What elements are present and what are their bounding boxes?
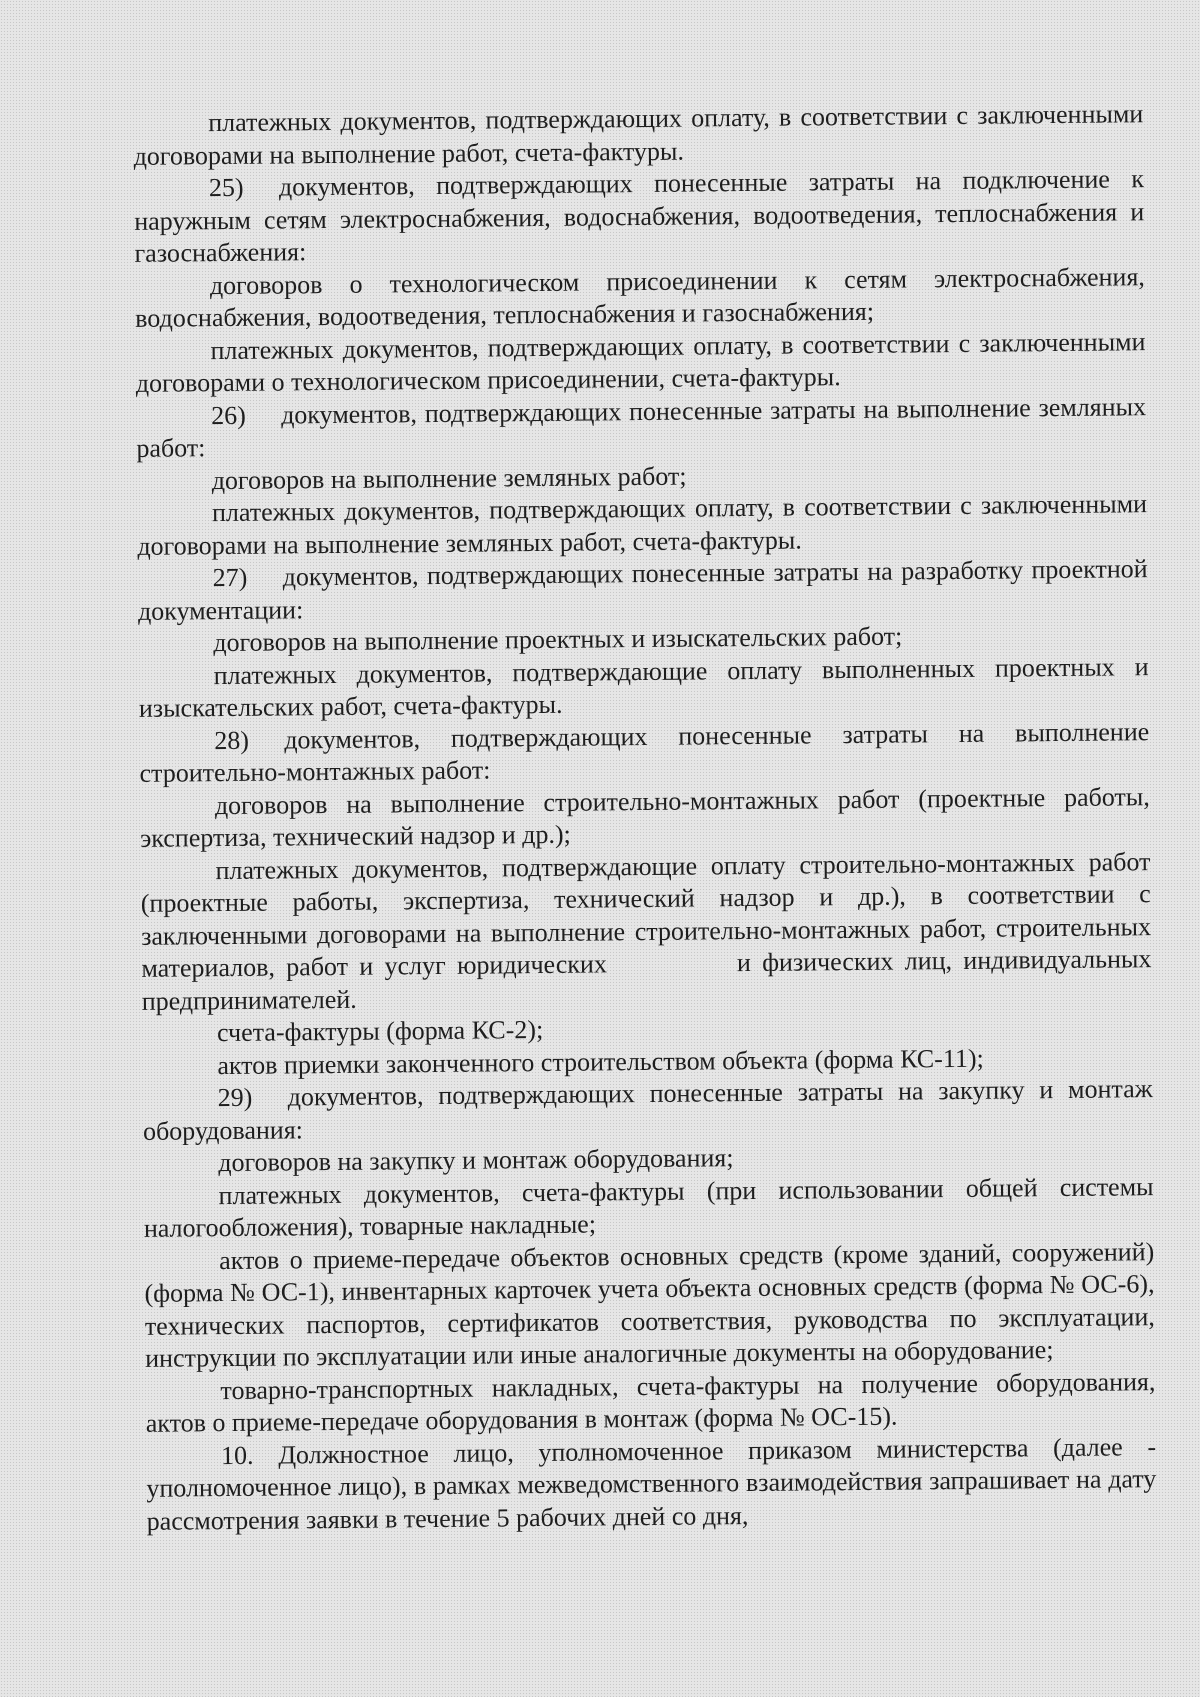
paragraph-text: договоров на выполнение строительно-монтажных работ (проектные работы, экспертиза, технический надзор и др.); bbox=[140, 781, 1150, 853]
paragraph-text: договоров о технологическом присоединении к сетям электроснабжения, водоснабжения, водоотведения, теплоснабжения и газоснабжения; bbox=[135, 261, 1145, 333]
paragraph bbox=[143, 1171, 1154, 1246]
paragraph-text: актов о приеме-передаче объектов основных средств (кроме зданий, сооружений) (форма № ОС-1), инвентарных карточек учета объекта основных средств (форма № ОС-6), технических паспортов, сертификатов соответствия, руководства по эксплуатации, инструкции по эксплуатации или иные аналогичные документы на оборудование; bbox=[144, 1236, 1155, 1373]
paragraph bbox=[145, 1366, 1156, 1441]
item-number: 25) bbox=[208, 172, 244, 203]
paragraph bbox=[135, 326, 1146, 401]
paragraph-text: платежных документов, подтверждающих оплату, в соответствии с заключенными договорами о технологическом присоединении, счета-фактуры. bbox=[135, 326, 1146, 398]
paragraph-text: счета-фактуры (форма КС-2); bbox=[216, 1014, 544, 1048]
paragraph-text: платежных документов, подтверждающих оплату, в соответствии с заключенными договорами на выполнение работ, счета-фактуры. bbox=[133, 99, 1144, 171]
paragraph bbox=[144, 1236, 1155, 1376]
list-item-27 bbox=[138, 553, 1149, 628]
paragraph-text: актов приемки законченного строительством объекта (форма КС-11); bbox=[217, 1043, 984, 1080]
item-number: 28) bbox=[214, 725, 250, 755]
text-gap bbox=[607, 971, 737, 972]
paragraph bbox=[137, 488, 1148, 563]
paragraph bbox=[140, 846, 1152, 1018]
paragraph-text: договоров на выполнение проектных и изыскательских работ; bbox=[213, 621, 903, 658]
paragraph-text: документов, подтверждающих понесенные затраты на выполнение земляных работ: bbox=[136, 391, 1147, 463]
paragraph bbox=[133, 98, 1144, 173]
item-number: 27) bbox=[212, 562, 248, 593]
paragraph-text: документов, подтверждающих понесенные затраты на закупку и монтаж оборудования: bbox=[142, 1074, 1153, 1146]
paragraph bbox=[140, 781, 1151, 856]
paragraph-text: 10. Должностное лицо, уполномоченное приказом министерства (далее - уполномоченное лицо), в рамках межведомственного взаимодействия запрашивает на дату рассмотрения заявки в течение 5 рабочих дней со дня, bbox=[146, 1431, 1157, 1536]
paragraph-text: и физических лиц, индивидуальных предпринимателей. bbox=[141, 944, 1152, 1016]
paragraph-text: документов, подтверждающих понесенные затраты на разработку проектной документации: bbox=[137, 554, 1148, 626]
paragraph-text: документов, подтверждающих понесенные затраты на выполнение строительно-монтажных работ: bbox=[139, 716, 1150, 788]
paragraph-text: платежных документов, подтверждающие оплату строительно-монтажных работ (проектные работы, экспертиза, технический надзор и др.), в соответствии с заключенными договорами на выполнение строительно-монтажных работ, строительных материалов, работ и услуг юридических bbox=[140, 846, 1152, 983]
item-number: 26) bbox=[210, 400, 246, 430]
item-number: 29) bbox=[217, 1082, 253, 1113]
paragraph-text: договоров на выполнение земляных работ; bbox=[211, 461, 687, 495]
paragraph-text: платежных документов, подтверждающие оплату выполненных проектных и изыскательских работ, счета-фактуры. bbox=[138, 651, 1149, 723]
paragraph-text: договоров на закупку и монтаж оборудования; bbox=[218, 1143, 734, 1178]
paragraph-text: платежных документов, счета-фактуры (при использовании общей системы налогообложения), товарные накладные; bbox=[143, 1171, 1154, 1243]
paragraph-text: товарно-транспортных накладных, счета-фактуры на получение оборудования, актов о приеме-передаче оборудования в монтаж (форма № ОС-15). bbox=[145, 1366, 1156, 1438]
list-item-26 bbox=[136, 391, 1147, 466]
paragraph-text: платежных документов, подтверждающих оплату, в соответствии с заключенными договорами на выполнение земляных работ, счета-фактуры. bbox=[137, 489, 1148, 561]
list-item-29 bbox=[143, 1073, 1154, 1148]
paragraph bbox=[146, 1431, 1157, 1538]
list-item-25 bbox=[134, 163, 1145, 270]
document-body bbox=[133, 98, 1157, 1538]
paragraph bbox=[135, 261, 1146, 336]
list-item-28 bbox=[139, 716, 1150, 791]
paragraph-text: документов, подтверждающих понесенные затраты на подключение к наружным сетям электроснабжения, водоснабжения, водоотведения, теплоснабжения и газоснабжения: bbox=[134, 164, 1145, 268]
paragraph bbox=[138, 651, 1149, 726]
